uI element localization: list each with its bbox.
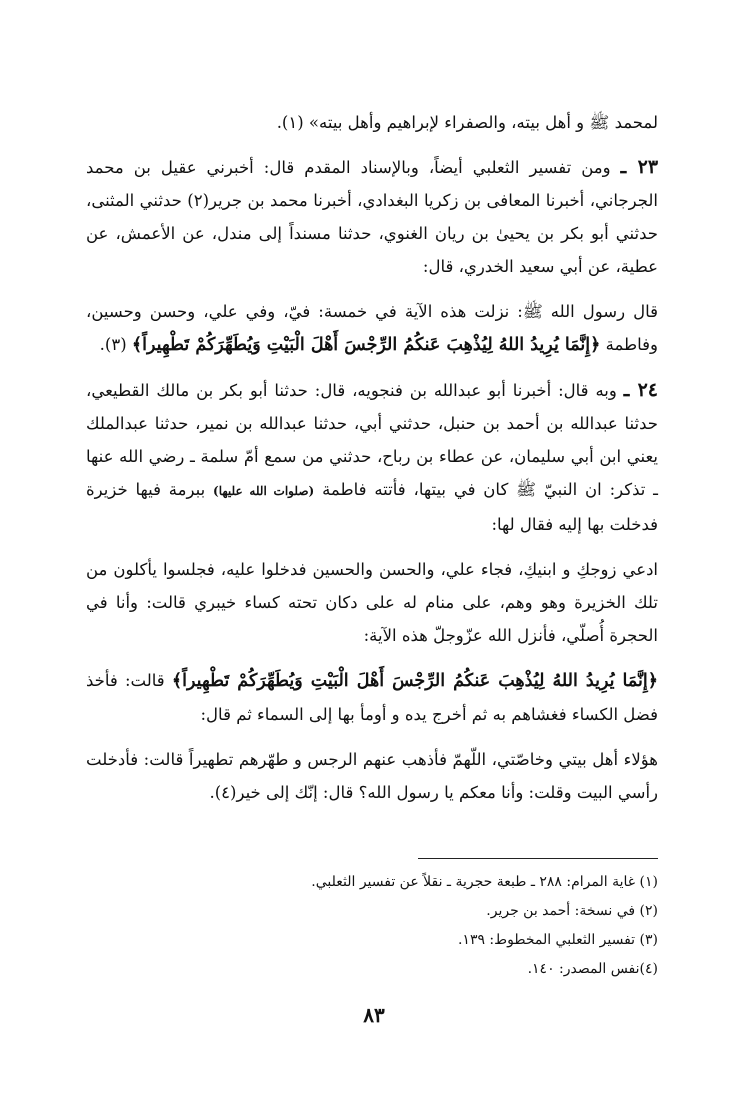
paragraph-text: هؤلاء أهل بيتي وخاصّتي، اللّهمّ فأذهب عنهم الرجس و طهّرهم تطهيراً قالت: فأدخلت رأسي البيت وقلت: وأنا معكم يا رسول الله؟ قال: إنّك إلى خير(٤). — [86, 750, 658, 802]
paragraph-text: قالت: فأخذ فضل الكساء فغشاهم به ثم أخرج يده و أومأ بها إلى السماء ثم قال: — [86, 671, 658, 724]
hadith-24-verse — [86, 664, 658, 731]
paragraph-text: ومن تفسير الثعلبي أيضاً، وبالإسناد المقدم قال: أخبرني عقيل بن محمد الجرجاني، أخبرنا المعافى بن زكريا البغدادي، أخبرنا محمد بن جرير(٢) حدثني المثنى، حدثني أبو بكر بن يحيىٰ بن ريان الغنوي، حدثنا مسنداً إلى مندل، عن الأعمش، عن عطية، عن أبي سعيد الخدري، قال: — [86, 158, 658, 276]
hadith-number: ٢٣ ـ — [620, 156, 659, 178]
footnotes — [86, 868, 658, 984]
paragraph-text: لمحمد ﷺ و أهل بيته، والصفراء لإبراهيم وأهل بيته» (١). — [276, 113, 658, 132]
hadith-23 — [86, 151, 658, 283]
hadith-number: ٢٤ ـ — [623, 379, 658, 401]
paragraph-continuation — [86, 106, 658, 139]
hadith-24-end — [86, 743, 658, 809]
paragraph-text: ببرمة فيها خزيرة فدخلت بها إليه فقال لها: — [86, 480, 658, 534]
footnote-4: (٤)نفس المصدر: ١٤٠. — [527, 961, 658, 977]
paragraph-text: ادعي زوجكِ و ابنيكِ، فجاء علي، والحسن والحسين فدخلوا عليه، فجلسوا يأكلون من تلك الخزيرة وهو وهم، على منام له على دكان تحته كساء خيبري قالت: وأنا في الحجرة أُصلّي، فأنزل الله عزّوجلّ هذه الآية: — [86, 560, 658, 645]
page-number: ٨٣ — [363, 1003, 385, 1027]
footnote-ref: (٣). — [99, 335, 127, 354]
footnote-3: (٣) تفسير الثعلبي المخطوط: ١٣٩. — [457, 932, 658, 948]
paragraph-text: قال رسول الله ﷺ: نزلت هذه الآية في خمسة: فيّ، وفي علي، وحسن وحسين، وفاطمة — [86, 302, 658, 354]
hadith-24-matn — [86, 553, 658, 652]
quran-verse: ﴿إِنَّمَا يُرِيدُ اللهُ لِيُذْهِبَ عَنكُمُ الرِّجْسَ أَهْلَ الْبَيْتِ وَيُطَهِّرَكُمْ تَطْهِيراً﴾ — [131, 335, 601, 355]
quran-verse: ﴿إِنَّمَا يُرِيدُ اللهُ لِيُذْهِبَ عَنكُمُ الرِّجْسَ أَهْلَ الْبَيْتِ وَيُطَهِّرَكُمْ تَطْهِيراً﴾ — [171, 671, 658, 691]
main-text — [86, 106, 658, 821]
footnote-1: (١) غاية المرام: ٢٨٨ ـ طبعة حجرية ـ نقلاً عن تفسير الثعلبي. — [311, 874, 658, 890]
paragraph-text: وبه قال: أخبرنا أبو عبدالله بن فنجويه، قال: حدثنا أبو بكر بن مالك القطيعي، حدثنا عبدالله بن أحمد بن حنبل، حدثني أبي، حدثنا عبدالله بن نمير، حدثنا عبدالملك يعني ابن أبي سليمان، عن عطاء بن رباح، حدثني من سمع أمّ سلمة ـ رضي الله عنها ـ تذكر: ان النبيّ ﷺ كان في بيتها، فأتته فاطمة — [86, 381, 659, 499]
salawat-note: (صلوات الله عليها) — [213, 484, 315, 498]
hadith-23-matn — [86, 295, 658, 362]
footnote-2: (٢) في نسخة: أحمد بن جرير. — [486, 903, 658, 919]
hadith-24 — [86, 374, 658, 541]
footnote-divider — [418, 858, 658, 859]
